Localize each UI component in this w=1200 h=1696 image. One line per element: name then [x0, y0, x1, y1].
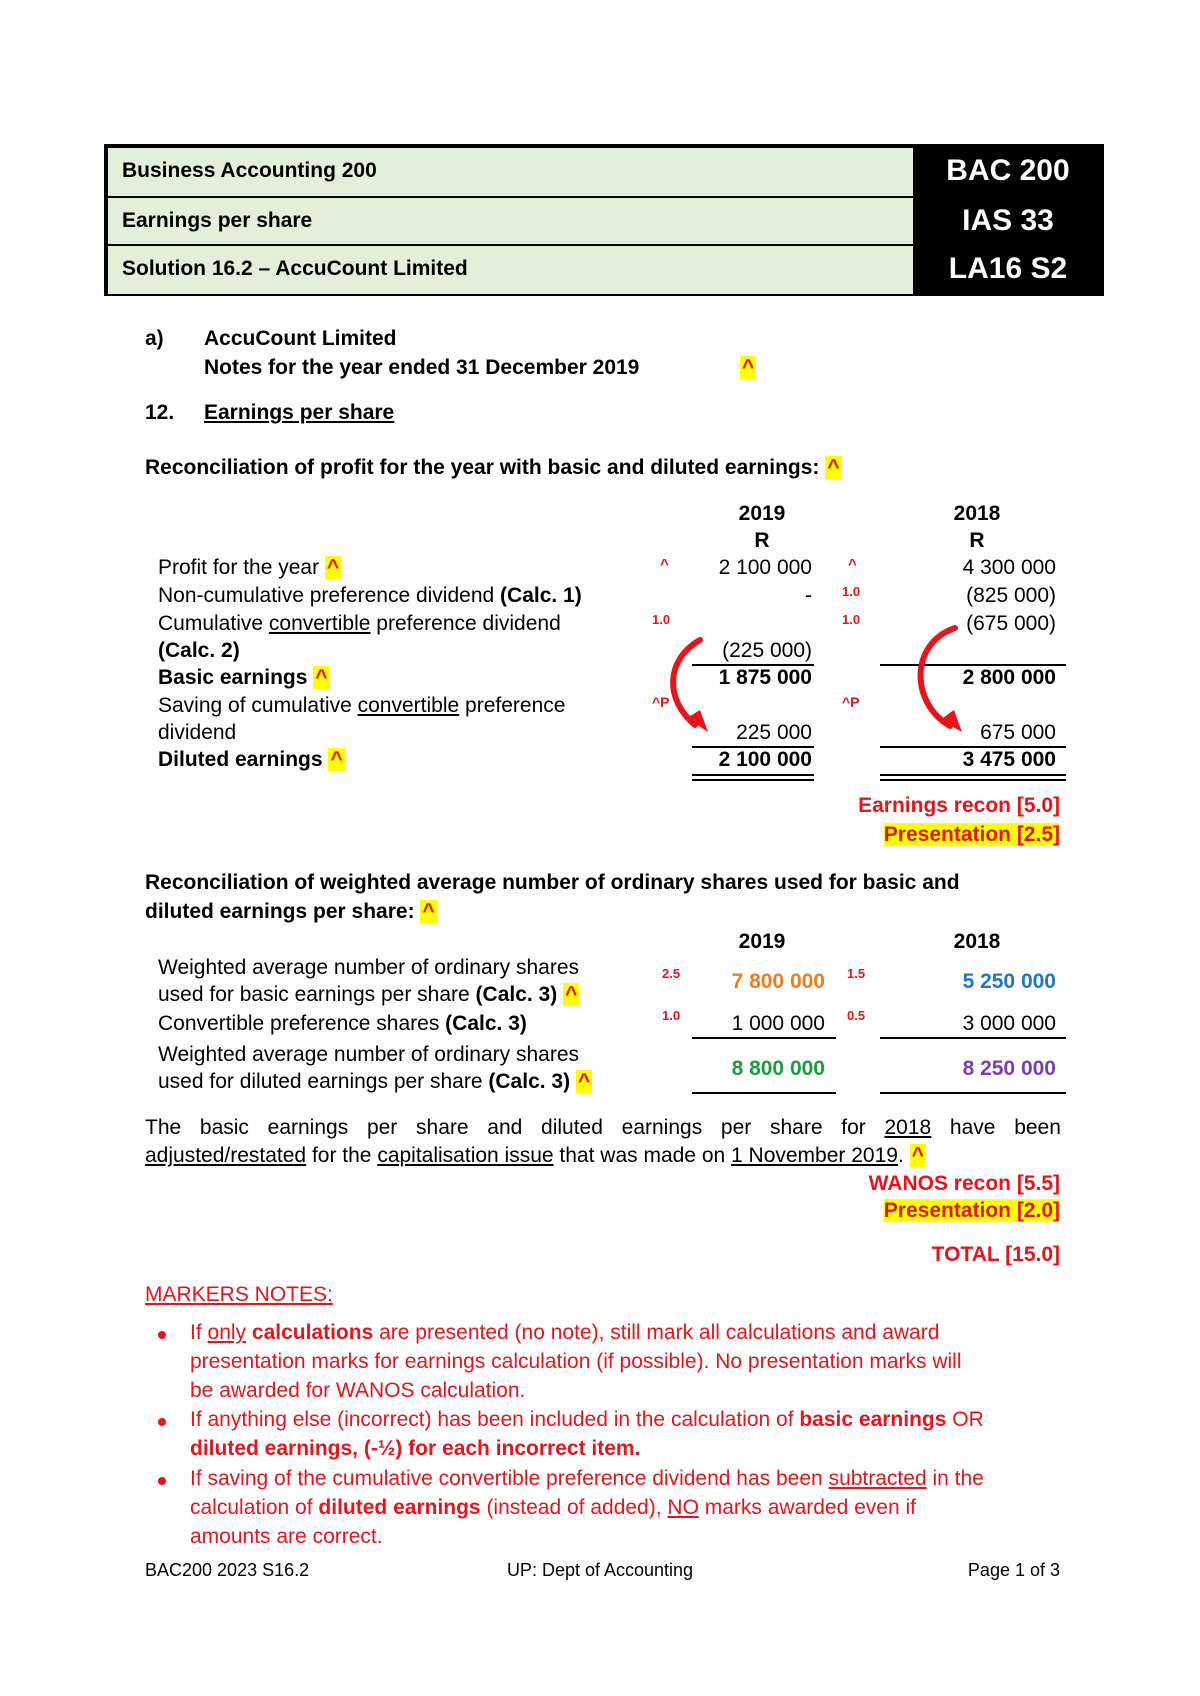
- note-text: are presented (no note), still mark all calculations and award: [373, 1321, 940, 1344]
- wanos-diluted-label-1: Weighted average number of ordinary shares: [158, 1043, 580, 1066]
- mark-caret: ^: [330, 748, 343, 771]
- note-1-line1: [190, 1321, 1062, 1345]
- mark-caret: ^: [565, 983, 578, 1006]
- note-text: (instead of added),: [480, 1496, 668, 1519]
- solution-code: LA16 S2: [916, 246, 1100, 294]
- para-word: been: [1014, 1116, 1061, 1139]
- wanos-basic-2019: 7 800 000: [731, 970, 825, 993]
- row-saving-label: [158, 694, 565, 718]
- bullet-icon: [158, 1331, 166, 1339]
- total-score: TOTAL [15.0]: [931, 1243, 1060, 1266]
- cumconv-label-b: preference dividend: [376, 612, 561, 635]
- wanos-rule-2018: [880, 1037, 1066, 1039]
- row-cumconv-label: [158, 612, 561, 636]
- para-word-year: 2018: [884, 1116, 932, 1139]
- saving-2018: 675 000: [980, 721, 1056, 744]
- footer-page: Page 1 of 3: [967, 1560, 1060, 1580]
- note-text: marks awarded even if: [698, 1496, 917, 1519]
- wanos-basic-label-2-wrap: [158, 983, 579, 1007]
- year-2018-header: 2018: [953, 502, 1001, 525]
- para-cap-issue: capitalisation issue: [377, 1144, 554, 1167]
- noncum-label: Non-cumulative preference dividend: [158, 584, 495, 607]
- wanos-presentation-score-wrap: [700, 1199, 1060, 1223]
- header-row-2: [108, 196, 1100, 244]
- cumconv-calc-ref: (Calc. 2): [158, 639, 240, 662]
- currency-2018: R: [969, 529, 985, 552]
- wanos-conv-2018: 3 000 000: [962, 1012, 1056, 1035]
- note-text: diluted earnings: [318, 1496, 481, 1519]
- para-word: The: [145, 1116, 182, 1139]
- noncum-2018: (825 000): [966, 584, 1056, 607]
- diluted-earnings-label: Diluted earnings: [158, 748, 323, 771]
- wanos-year-2019: 2019: [738, 930, 786, 953]
- mark-caret: ^: [827, 456, 840, 479]
- diluted-earnings-2018: 3 475 000: [962, 748, 1056, 771]
- note-3-line2: [190, 1496, 916, 1520]
- course-code: BAC 200: [916, 148, 1100, 196]
- earnings-recon-score: Earnings recon [5.0]: [858, 794, 1060, 817]
- para-word: have: [949, 1116, 996, 1139]
- profit-label: Profit for the year: [158, 556, 320, 579]
- year-2019-header: 2019: [738, 502, 786, 525]
- earnings-heading-text: Reconciliation of profit for the year with basic and diluted earnings:: [145, 456, 820, 479]
- mark-wanos-conv-2019: 1.0: [662, 1008, 681, 1023]
- saving-label-b: preference: [465, 694, 566, 717]
- note-title: Earnings per share: [204, 401, 395, 424]
- restatement-paragraph-line2: [145, 1144, 926, 1168]
- standard-code: IAS 33: [916, 198, 1100, 244]
- wanos-conv-calc: (Calc. 3): [445, 1012, 527, 1035]
- profit-2018: 4 300 000: [962, 556, 1056, 579]
- bullet-icon: [158, 1418, 166, 1426]
- cumconv-2018: (675 000): [966, 612, 1056, 635]
- note-3-line3: amounts are correct.: [190, 1525, 383, 1548]
- para-text: for the: [306, 1144, 378, 1167]
- double-rule-2018: [880, 774, 1066, 781]
- profit-2019: 2 100 000: [718, 556, 812, 579]
- noncum-2019: -: [805, 584, 812, 607]
- note-text: calculations: [251, 1321, 374, 1344]
- note-text: If: [190, 1321, 208, 1344]
- arrow-icon: [900, 618, 990, 738]
- para-date: 1 November 2019: [731, 1144, 898, 1167]
- note-text: only: [207, 1321, 247, 1344]
- wanos-heading-line1: Reconciliation of weighted average number of ordinary shares used for basic and: [145, 871, 960, 894]
- topic-name: Earnings per share: [108, 198, 916, 244]
- note-text: If saving of the cumulative convertible preference dividend has been: [190, 1467, 829, 1490]
- wanos-recon-score: WANOS recon [5.5]: [868, 1172, 1060, 1195]
- earnings-presentation-score-wrap: [700, 823, 1060, 847]
- note-text: If anything else (incorrect) has been included in the calculation of: [190, 1408, 800, 1431]
- markers-notes-title: MARKERS NOTES:: [145, 1283, 333, 1306]
- mark-profit-2019: ^: [660, 556, 669, 573]
- para-text: .: [897, 1144, 904, 1167]
- para-word: share: [416, 1116, 469, 1139]
- header-table: [104, 144, 1104, 296]
- mark-cumconv-2019: 1.0: [652, 612, 671, 627]
- wanos-diluted-calc: (Calc. 3): [488, 1070, 571, 1093]
- mark-cumconv-2018: 1.0: [842, 612, 861, 627]
- footer-left: BAC200 2023 S16.2: [145, 1560, 310, 1580]
- wanos-basic-2018: 5 250 000: [962, 970, 1056, 993]
- mark-caret: ^: [315, 666, 328, 689]
- wanos-diluted-label-2: used for diluted earnings per share: [158, 1070, 483, 1093]
- note-text: in the: [926, 1467, 984, 1490]
- note-3-line1: [190, 1467, 984, 1491]
- wanos-year-2018: 2018: [953, 930, 1001, 953]
- restatement-paragraph-line1: [145, 1116, 1061, 1140]
- cumconv-2019: (225 000): [722, 639, 812, 662]
- para-word: per: [366, 1116, 398, 1139]
- mark-caret: ^: [911, 1144, 924, 1167]
- basic-earnings-2019: 1 875 000: [718, 666, 812, 689]
- mark-caret: ^: [422, 900, 435, 923]
- note-text: NO: [667, 1496, 699, 1519]
- para-word: and: [487, 1116, 523, 1139]
- arrow-icon: [660, 630, 750, 740]
- para-adjusted: adjusted/restated: [145, 1144, 307, 1167]
- basic-earnings-2018: 2 800 000: [962, 666, 1056, 689]
- earnings-heading: [145, 456, 842, 480]
- wanos-rule-2019: [692, 1037, 836, 1039]
- header-row-3: [108, 244, 1100, 294]
- basic-earnings-label: Basic earnings: [158, 666, 308, 689]
- course-name: Business Accounting 200: [108, 148, 916, 196]
- saving-label-a: Saving of cumulative: [158, 694, 352, 717]
- cumconv-label-a: Cumulative: [158, 612, 264, 635]
- note-text: calculation of: [190, 1496, 319, 1519]
- mark-wanos-basic-2018: 1.5: [847, 966, 866, 981]
- wanos-heading-line2-wrap: [145, 900, 437, 924]
- header-row-1: [108, 148, 1100, 196]
- note-text: basic earnings: [799, 1408, 947, 1431]
- mark-caret: ^: [577, 1070, 591, 1093]
- note-2-line1: [190, 1408, 984, 1432]
- para-word: basic: [199, 1116, 249, 1139]
- mark-caret: ^: [326, 556, 340, 579]
- note-1-line2: presentation marks for earnings calculation (if possible). No presentation marks will: [190, 1350, 962, 1373]
- row-diluted-label: [158, 748, 345, 772]
- notes-title: Notes for the year ended 31 December 2019: [204, 356, 640, 379]
- wanos-conv-label-wrap: [158, 1012, 527, 1036]
- wanos-conv-2019: 1 000 000: [731, 1012, 825, 1035]
- company-name: AccuCount Limited: [204, 327, 397, 350]
- footer-center: UP: Dept of Accounting: [506, 1560, 694, 1580]
- diluted-earnings-2019: 2 100 000: [718, 748, 812, 771]
- cumconv-label-u: convertible: [268, 612, 371, 635]
- solution-title: Solution 16.2 – AccuCount Limited: [108, 246, 916, 294]
- saving-label-u: convertible: [357, 694, 460, 717]
- wanos-basic-calc: (Calc. 3): [475, 983, 558, 1006]
- para-word: share: [770, 1116, 823, 1139]
- para-word: earnings: [621, 1116, 703, 1139]
- row-basic-label: [158, 666, 330, 690]
- bullet-icon: [158, 1477, 166, 1485]
- wanos-diluted-2018: 8 250 000: [962, 1057, 1056, 1080]
- wanos-total-rule-2018: [880, 1092, 1066, 1094]
- para-word: for: [841, 1116, 866, 1139]
- note-text: subtracted: [828, 1467, 927, 1490]
- para-word: diluted: [541, 1116, 603, 1139]
- saving-label-c: dividend: [158, 721, 237, 744]
- para-word: per: [720, 1116, 752, 1139]
- saving-2019: 225 000: [736, 721, 812, 744]
- double-rule-2019: [692, 774, 814, 781]
- section-marker: a): [145, 327, 164, 350]
- wanos-total-rule-2019: [692, 1092, 836, 1094]
- note-2-line2: diluted earnings, (-½) for each incorrect item.: [190, 1437, 641, 1460]
- wanos-conv-label: Convertible preference shares: [158, 1012, 440, 1035]
- note-1-line3: be awarded for WANOS calculation.: [190, 1379, 526, 1402]
- mark-caret: ^: [742, 356, 755, 379]
- mark-profit-2018: ^: [848, 556, 857, 573]
- mark-saving-2019: ^P: [652, 694, 670, 710]
- para-word: earnings: [267, 1116, 349, 1139]
- mark-wanos-conv-2018: 0.5: [847, 1008, 866, 1023]
- mark-wanos-basic-2019: 2.5: [662, 966, 681, 981]
- wanos-basic-label-2: used for basic earnings per share: [158, 983, 470, 1006]
- para-text: that was made on: [553, 1144, 732, 1167]
- row-noncum-label: [158, 584, 582, 608]
- wanos-diluted-2019: 8 800 000: [731, 1057, 825, 1080]
- wanos-diluted-label-2-wrap: [158, 1070, 592, 1094]
- note-text: OR: [946, 1408, 984, 1431]
- currency-2019: R: [754, 529, 770, 552]
- note-number: 12.: [145, 401, 175, 424]
- earnings-presentation-score: Presentation [2.5]: [883, 823, 1060, 846]
- wanos-presentation-score: Presentation [2.0]: [883, 1199, 1060, 1222]
- wanos-basic-label-1: Weighted average number of ordinary shares: [158, 956, 580, 979]
- noncum-calc-ref: (Calc. 1): [500, 584, 582, 607]
- mark-saving-2018: ^P: [842, 694, 860, 710]
- mark-noncum-2018: 1.0: [842, 584, 861, 599]
- wanos-heading-line2: diluted earnings per share:: [145, 900, 415, 923]
- row-profit-label: [158, 556, 341, 580]
